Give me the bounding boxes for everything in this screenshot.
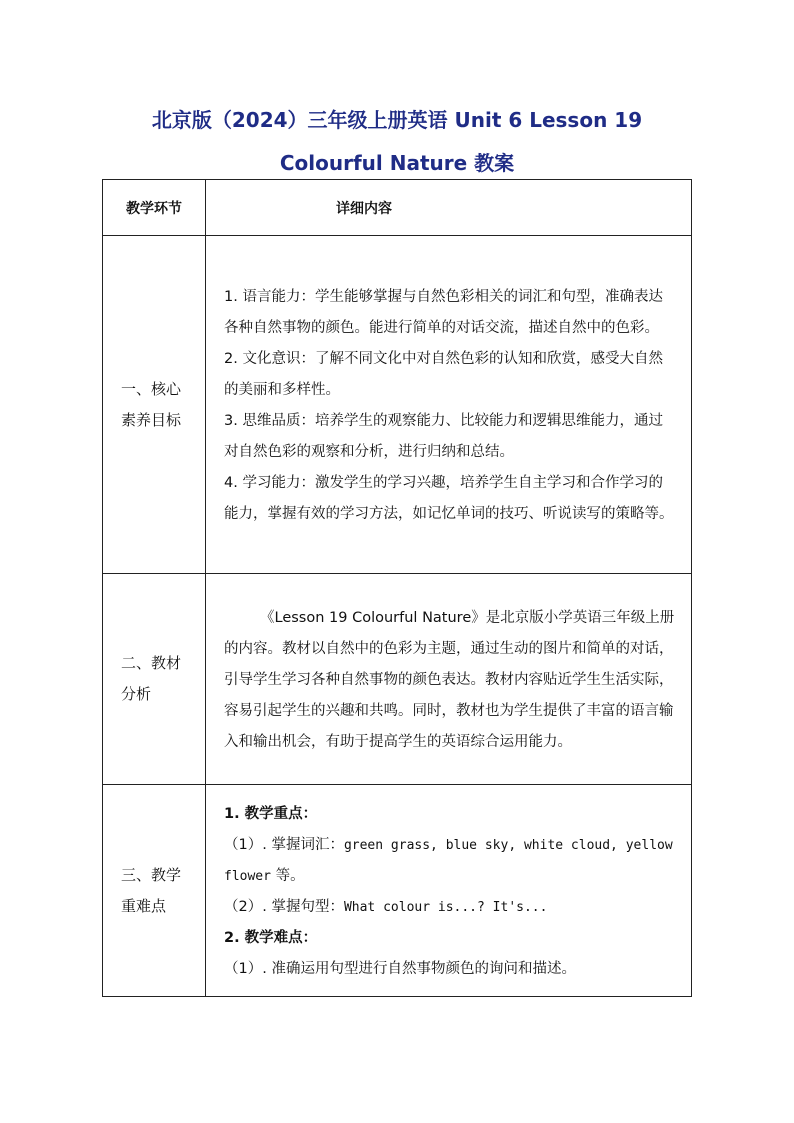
key-points-heading: 1. 教学重点： <box>224 805 318 822</box>
lesson-plan-table <box>102 179 692 997</box>
difficult-points-heading: 2. 教学难点： <box>224 929 318 946</box>
goal-item: 3. 思维品质：培养学生的观察能力、比较能力和逻辑思维能力，通过对自然色彩的观察和分析，进行归纳和总结。 <box>224 412 663 460</box>
textbook-lesson-title: 《Lesson 19 Colourful Nature》 <box>260 609 486 626</box>
table-row-key-difficult-points <box>103 785 692 997</box>
row-label-key-difficult-points <box>103 785 206 997</box>
core-literacy-content <box>206 236 692 574</box>
vocabulary-list: green grass, blue sky, white cloud, yellow flower <box>224 837 673 884</box>
row-label-material-analysis <box>103 574 206 785</box>
material-analysis-content <box>206 574 692 785</box>
row-label-line: 分析 <box>121 685 152 703</box>
row-label-line: 二、教材 <box>121 654 182 672</box>
key-point-1: （1）. 掌握词汇：green grass, blue sky, white cloud, yellow flower 等。 <box>224 836 673 884</box>
material-analysis-text: 是北京版小学英语三年级上册的内容。教材以自然中的色彩为主题，通过生动的图片和简单的对话，引导学生学习各种自然事物的颜色表达。教材内容贴近学生生活实际，容易引起学生的兴趣和共鸣。同时，教材也为学生提供了丰富的语言输入和输出机会，有助于提高学生的英语综合运用能力。 <box>224 609 675 750</box>
header-detailed-content: 详细内容 <box>206 180 692 236</box>
sentence-pattern: What colour is...? It's... <box>343 899 548 915</box>
table-row-material-analysis <box>103 574 692 785</box>
row-label-core-literacy <box>103 236 206 574</box>
document-title-line-2: Colourful Nature 教案 <box>279 151 515 175</box>
table-header-row <box>103 180 692 236</box>
goal-item: 4. 学习能力：激发学生的学习兴趣，培养学生自主学习和合作学习的能力，掌握有效的学习方法，如记忆单词的技巧、听说读写的策略等。 <box>224 474 674 522</box>
row-label-line: 素养目标 <box>121 410 182 429</box>
row-label-line: 一、核心 <box>121 379 182 398</box>
goal-item: 1. 语言能力：学生能够掌握与自然色彩相关的词汇和句型，准确表达各种自然事物的颜色。能进行简单的对话交流，描述自然中的色彩。 <box>224 288 663 336</box>
document-title-line-1: 北京版（2024）三年级上册英语 Unit 6 Lesson 19 <box>151 108 643 132</box>
material-analysis-paragraph <box>224 603 675 758</box>
difficult-point-1: （1）. 准确运用句型进行自然事物颜色的询问和描述。 <box>224 960 576 977</box>
goal-item: 2. 文化意识：了解不同文化中对自然色彩的认知和欣赏，感受大自然的美丽和多样性。 <box>224 350 663 398</box>
key-point-2: （2）. 掌握句型：What colour is...? It's... <box>224 898 548 915</box>
header-teaching-stage: 教学环节 <box>103 180 206 236</box>
table-row-core-literacy <box>103 236 692 574</box>
row-label-line: 重难点 <box>121 896 167 915</box>
key-difficult-points-content <box>206 785 692 997</box>
row-label-line: 三、教学 <box>121 865 182 884</box>
